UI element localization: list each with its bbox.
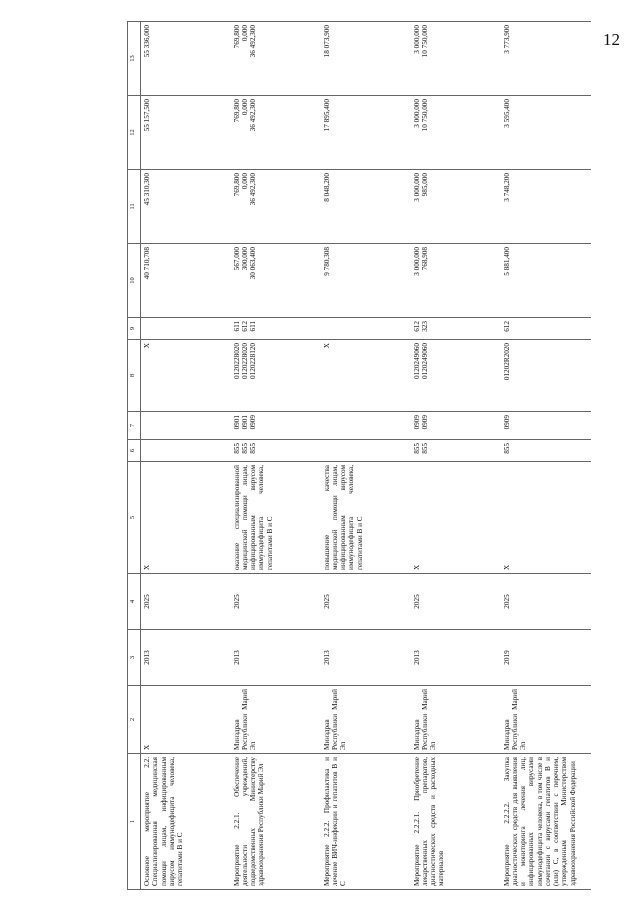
cell-col-9 (231, 318, 321, 340)
cell-value: 855 (420, 443, 429, 454)
cell-col-3: 2013 (411, 630, 501, 686)
cell-col-11 (141, 170, 231, 244)
cell-col-13 (231, 22, 321, 96)
table-row (141, 22, 231, 890)
cell-value: 769,800 (232, 25, 241, 49)
cell-col-6 (501, 440, 591, 462)
cell-value: 18 073,900 (322, 25, 331, 58)
cell-value: 0120228020 (240, 343, 249, 379)
cell-value: 3 000,000 (412, 173, 421, 202)
cell-value: 855 (502, 443, 511, 454)
cell-value: 612 (412, 321, 421, 332)
cell-col-4: 2025 (501, 574, 591, 630)
cell-col-8 (501, 340, 591, 412)
cell-col-5: X (141, 462, 231, 574)
cell-value: 0120249060 (420, 343, 429, 379)
cell-col-12 (141, 96, 231, 170)
cell-value: 3 000,000 (412, 99, 421, 128)
cell-value: 611 (232, 321, 241, 332)
budget-table (127, 21, 591, 890)
cell-value: 611 (249, 321, 258, 332)
cell-col-1: Мероприятие 2.2.1. Обеспечение деятельности учреждений, подведомственных Министерству здравоохранения Республики Марий Эл (231, 754, 321, 890)
cell-value: 0909 (249, 415, 258, 430)
cell-col-13 (321, 22, 411, 96)
column-header: 11 (128, 170, 141, 244)
cell-value: 3 000,000 (412, 25, 421, 54)
cell-col-7 (501, 412, 591, 440)
header-row (128, 22, 141, 890)
cell-value: 01202R2020 (502, 343, 511, 381)
cell-value: 10 750,000 (420, 99, 429, 132)
cell-col-3: 2013 (141, 630, 231, 686)
cell-value: 55 336,000 (143, 25, 151, 58)
cell-col-3: 2013 (231, 630, 321, 686)
table-row (231, 22, 321, 890)
cell-col-10 (141, 244, 231, 318)
cell-col-6 (141, 440, 231, 462)
cell-value: 10 750,000 (420, 25, 429, 58)
cell-col-8 (321, 340, 411, 412)
cell-value: 40 710,708 (143, 247, 151, 280)
cell-col-12 (411, 96, 501, 170)
cell-col-4: 2025 (231, 574, 321, 630)
cell-value: 0,000 (240, 25, 249, 42)
cell-col-5: оказание специализированной медицинской помощи лицам, инфицированным вирусом иммунодефицита человека, гепатитами B и C (231, 462, 321, 574)
cell-col-8 (141, 340, 231, 412)
cell-col-12 (321, 96, 411, 170)
cell-value: 5 881,400 (502, 247, 511, 276)
cell-col-11 (411, 170, 501, 244)
cell-value: 0901 (232, 415, 241, 430)
cell-col-2: Минздрав Республики Марий Эл (411, 686, 501, 754)
cell-value: 612 (240, 321, 249, 332)
cell-col-3: 2013 (321, 630, 411, 686)
cell-value: 769,800 (232, 99, 241, 123)
cell-col-7 (231, 412, 321, 440)
cell-col-4: 2025 (321, 574, 411, 630)
cell-col-7 (141, 412, 231, 440)
cell-col-1: Мероприятие 2.2.2.2. Закупка диагностических средств для выявления и мониторинга лечения лиц, инфицированных вирусами иммунодефицита человека, в том числе в сочетании с вирусами гепатитов B и (или) C, в соответствии с перечнем, утвержденным Министерством здравоохранения Российской Федерации (501, 754, 591, 890)
cell-value: 55 157,500 (143, 99, 151, 132)
cell-value: 612 (502, 321, 511, 332)
cell-value: 3 773,900 (502, 25, 511, 54)
cell-value: 567,000 (232, 247, 241, 271)
cell-col-13 (411, 22, 501, 96)
cell-value: 323 (420, 321, 429, 332)
cell-col-8 (411, 340, 501, 412)
cell-value: 0,000 (240, 99, 249, 116)
cell-col-11 (231, 170, 321, 244)
column-header: 1 (128, 754, 141, 890)
cell-col-7 (321, 412, 411, 440)
cell-col-9 (411, 318, 501, 340)
cell-value: 0,000 (240, 173, 249, 190)
rotated-table-container (127, 22, 637, 890)
cell-value: 45 310,300 (143, 173, 151, 206)
cell-col-6 (321, 440, 411, 462)
table-row (321, 22, 411, 890)
column-header: 8 (128, 340, 141, 412)
column-header: 13 (128, 22, 141, 96)
cell-col-3: 2019 (501, 630, 591, 686)
cell-value: 36 492,300 (249, 99, 258, 132)
cell-col-10 (411, 244, 501, 318)
column-header: 9 (128, 318, 141, 340)
cell-value: 0120228020 (232, 343, 241, 379)
cell-col-10 (231, 244, 321, 318)
cell-col-13 (141, 22, 231, 96)
cell-col-1: Мероприятие 2.2.2.1. Приобретение лекарственных препаратов, диагностических средств и расходных материалов (411, 754, 501, 890)
cell-col-12 (231, 96, 321, 170)
cell-value: X (143, 343, 151, 349)
cell-col-2: X (141, 686, 231, 754)
column-header: 5 (128, 462, 141, 574)
cell-col-1: Мероприятие 2.2.2. Профилактика и лечение ВИЧ-инфекции и гепатитов B и C (321, 754, 411, 890)
cell-value: 855 (249, 443, 258, 454)
column-header: 4 (128, 574, 141, 630)
cell-value: X (322, 343, 331, 349)
cell-value: 768,908 (420, 247, 429, 271)
cell-col-9 (141, 318, 231, 340)
cell-col-2: Минздрав Республики Марий Эл (501, 686, 591, 754)
cell-value: 769,800 (232, 173, 241, 197)
cell-col-8 (231, 340, 321, 412)
column-header: 3 (128, 630, 141, 686)
cell-col-5: X (411, 462, 501, 574)
cell-value: 0120249060 (412, 343, 421, 379)
table-row (411, 22, 501, 890)
column-header: 6 (128, 440, 141, 462)
cell-value: 9 780,308 (322, 247, 331, 276)
cell-value: 3 000,000 (412, 247, 421, 276)
cell-value: 36 492,300 (249, 25, 258, 58)
cell-value: 30 063,400 (249, 247, 258, 280)
column-header: 12 (128, 96, 141, 170)
cell-value: 8 048,200 (322, 173, 331, 202)
cell-col-6 (411, 440, 501, 462)
column-header: 10 (128, 244, 141, 318)
cell-col-7 (411, 412, 501, 440)
cell-value: 3 595,400 (502, 99, 511, 128)
cell-col-13 (501, 22, 591, 96)
cell-col-11 (501, 170, 591, 244)
cell-col-9 (321, 318, 411, 340)
cell-col-1: Основное мероприятие 2.2. Специализированная медицинская помощи лицам, инфицированным вирусом иммунодефицита человека, гепатитами B и C (141, 754, 231, 890)
table-row (501, 22, 591, 890)
cell-value: 3 748,200 (502, 173, 511, 202)
cell-col-9 (501, 318, 591, 340)
cell-value: 0120228120 (249, 343, 258, 379)
cell-value: 985,000 (420, 173, 429, 197)
page-number: 12 (603, 30, 620, 49)
cell-col-10 (321, 244, 411, 318)
cell-col-2: Минздрав Республики Марий Эл (231, 686, 321, 754)
cell-value: 0901 (240, 415, 249, 430)
cell-col-12 (501, 96, 591, 170)
cell-value: 36 492,300 (249, 173, 258, 206)
cell-col-2: Минздрав Республики Марий Эл (321, 686, 411, 754)
cell-col-5: повышение качества медицинской помощи лицам, инфицированным вирусом иммунодефицита человека, гепатитами B и C (321, 462, 411, 574)
cell-col-4: 2025 (411, 574, 501, 630)
cell-col-10 (501, 244, 591, 318)
cell-value: 0909 (502, 415, 511, 430)
cell-col-11 (321, 170, 411, 244)
cell-value: 0909 (412, 415, 421, 430)
column-header: 7 (128, 412, 141, 440)
cell-col-6 (231, 440, 321, 462)
cell-value: 17 895,400 (322, 99, 331, 132)
cell-value: 0909 (420, 415, 429, 430)
table-body (141, 22, 591, 890)
column-header: 2 (128, 686, 141, 754)
cell-value: 855 (412, 443, 421, 454)
cell-value: 300,000 (240, 247, 249, 271)
cell-value: 855 (232, 443, 241, 454)
cell-col-5: X (501, 462, 591, 574)
cell-col-4: 2025 (141, 574, 231, 630)
cell-value: 855 (240, 443, 249, 454)
